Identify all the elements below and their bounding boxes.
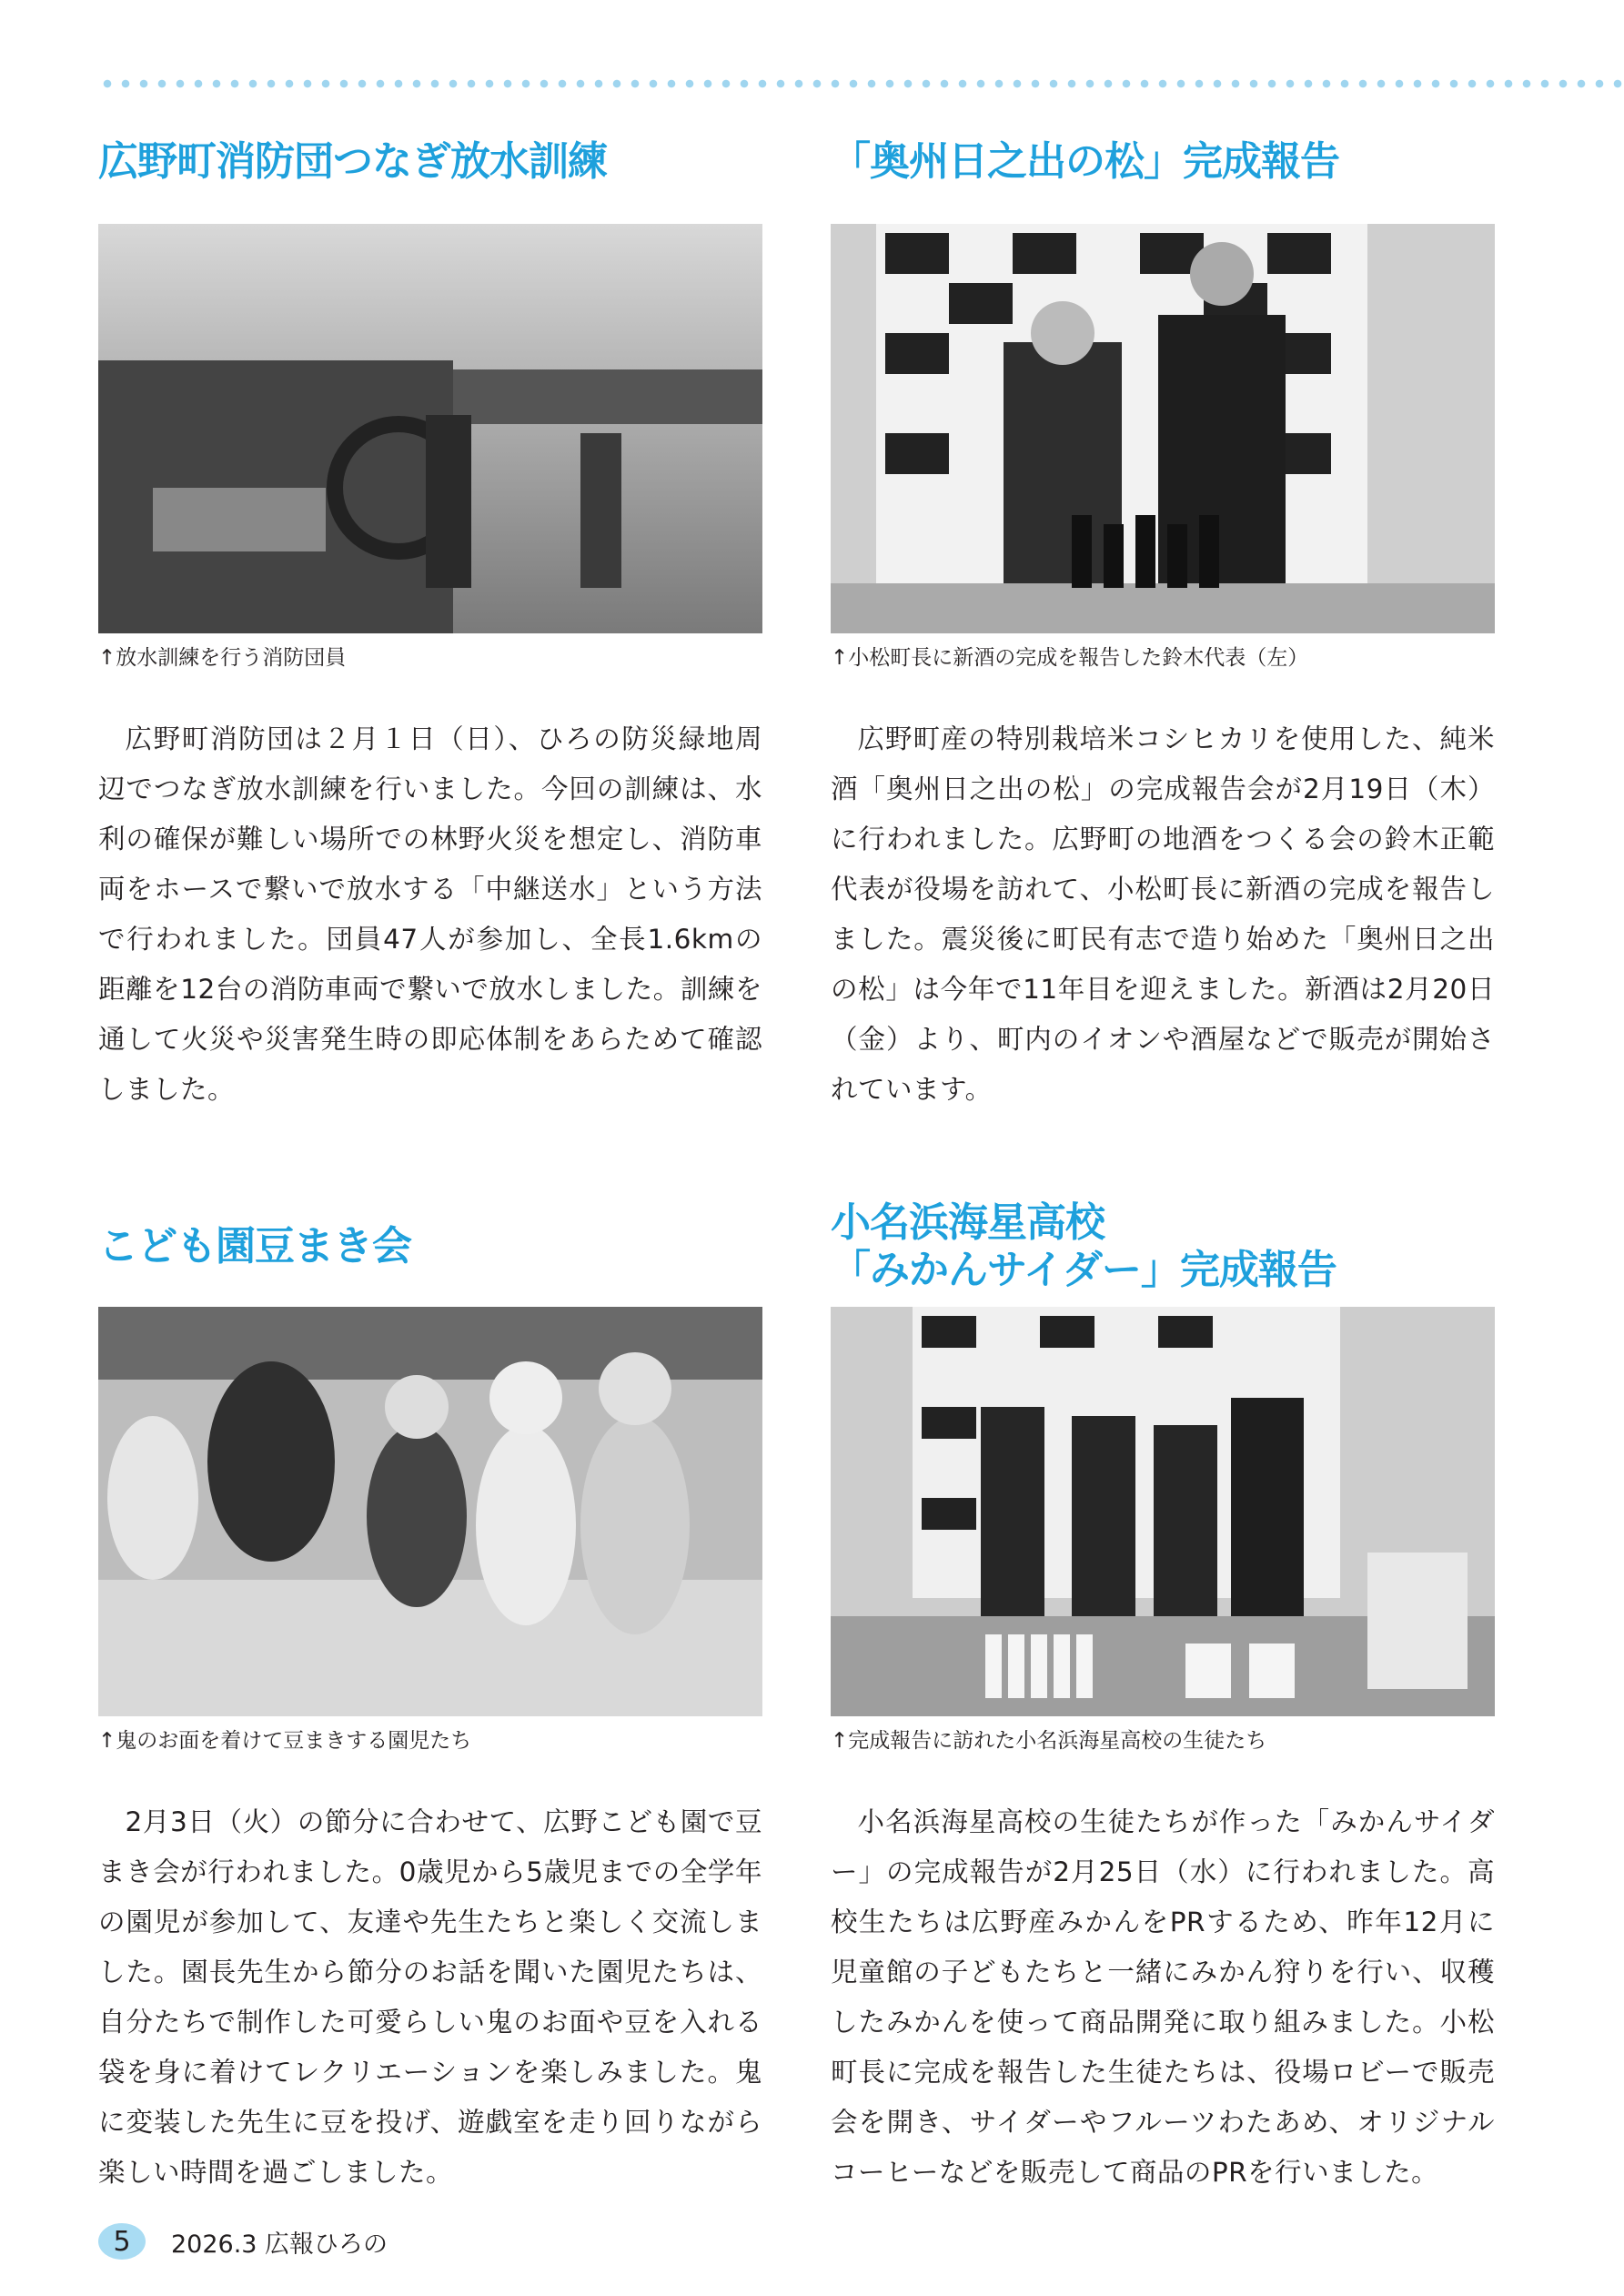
article-title: こども園豆まき会	[98, 1223, 411, 1269]
photo-caption: ↑放水訓練を行う消防団員	[98, 646, 347, 670]
article-body: 広野町消防団は２月１日（日）、ひろの防災緑地周辺でつなぎ放水訓練を行いました。今回の訓練は、水利の確保が難しい場所での林野火災を想定し、消防車両をホースで繋いで放水する「中継送水」という方法で行われました。団員47人が参加し、全長1.6kmの距離を12台の消防車両で繋いで放水しました。訓練を通して火災や災害発生時の即応体制をあらためて確認しました。	[98, 723, 762, 1105]
page-number: 5	[98, 2223, 146, 2260]
photo-caption: ↑鬼のお面を着けて豆まきする園児たち	[98, 1729, 472, 1753]
article-body: 広野町産の特別栽培米コシヒカリを使用した、純米酒「奥州日之出の松」の完成報告会が2月19日（木）に行われました。広野町の地酒をつくる会の鈴木正範代表が役場を訪れて、小松町長に新酒の完成を報告しました。震災後に町民有志で造り始めた「奥州日之出の松」は今年で11年目を迎えました。新酒は2月20日（金）より、町内のイオンや酒屋などで販売が開始されています。	[831, 723, 1495, 1105]
photo-caption: ↑完成報告に訪れた小名浜海星高校の生徒たち	[831, 1729, 1267, 1753]
article-body: 2月3日（火）の節分に合わせて、広野こども園で豆まき会が行われました。0歳児から5歳児までの全学年の園児が参加して、友達や先生たちと楽しく交流しました。園長先生から節分のお話を聞いた園児たちは、自分たちで制作した可愛らしい鬼のお面や豆を入れる袋を身に着けてレクリエーションを楽しみました。鬼に変装した先生に豆を投げ、遊戯室を走り回りながら楽しい時間を過ごしました。	[98, 1806, 762, 2188]
publication-name: 2026.3 広報ひろの	[171, 2230, 388, 2259]
article-title	[831, 1199, 1337, 1294]
photo-bean-throwing	[98, 1307, 762, 1716]
photo-caption: ↑小松町長に新酒の完成を報告した鈴木代表（左）	[831, 646, 1309, 670]
title-line-2: 「みかんサイダー」完成報告	[831, 1247, 1337, 1293]
article-body: 小名浜海星高校の生徒たちが作った「みかんサイダー」の完成報告が2月25日（水）に行われました。高校生たちは広野産みかんをPRするため、昨年12月に児童館の子どもたちと一緒にみかん狩りを行い、収穫したみかんを使って商品開発に取り組みました。小松町長に完成を報告した生徒たちは、役場ロビーで販売会を開き、サイダーやフルーツわたあめ、オリジナルコーヒーなどを販売して商品のPRを行いました。	[831, 1806, 1495, 2188]
photo-sake-report	[831, 224, 1495, 633]
dotted-divider	[98, 78, 1624, 89]
photo-cider-report	[831, 1307, 1495, 1716]
article-title: 広野町消防団つなぎ放水訓練	[98, 138, 607, 185]
photo-fire-drill	[98, 224, 762, 633]
article-title: 「奥州日之出の松」完成報告	[831, 138, 1339, 185]
title-line-1: 小名浜海星高校	[831, 1199, 1105, 1246]
page-footer	[98, 2219, 388, 2264]
